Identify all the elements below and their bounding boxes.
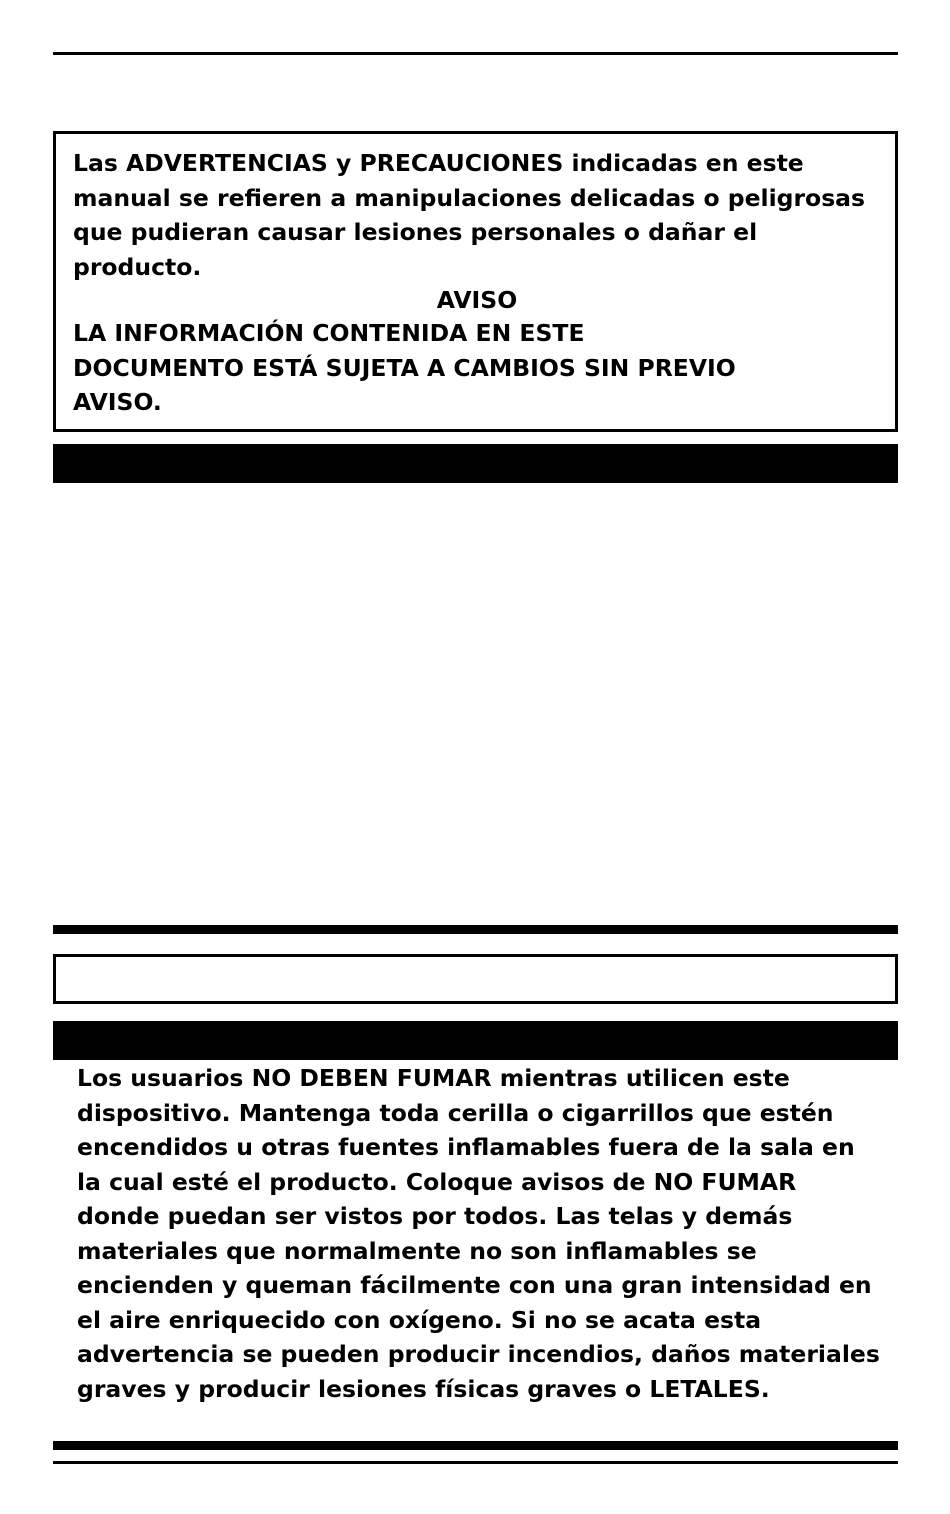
no-fumar-emphasis-1: NO DEBEN FUMAR <box>251 1064 492 1092</box>
warning-part1: Los usuarios <box>77 1064 252 1092</box>
thick-rule-middle <box>53 925 898 934</box>
smoking-warning <box>53 1061 898 1406</box>
warning-part2: mientras utilicen este dispositivo. Mantenga toda cerilla o cigarrillos que estén encendidos u otras fuentes inflamables fuera de la sala en la cual esté el producto. Coloque avisos de <box>77 1064 855 1196</box>
thin-rule-bottom <box>53 1461 898 1464</box>
precautions-intro <box>73 146 881 284</box>
section-header-bar-1 <box>53 444 898 483</box>
letales-emphasis: LETALES. <box>649 1374 770 1403</box>
smoking-warning-text <box>77 1061 880 1406</box>
empty-caption-box <box>53 954 898 1004</box>
warning-part3: donde puedan ser vistos por todos. Las telas y demás materiales que normalmente no son inflamables se encienden y queman fácilmente con una gran intensidad en el aire enriquecido con oxígeno. Si no se acata esta advertencia se pueden producir incendios, daños materiales graves y producir lesiones físicas graves o <box>77 1202 880 1403</box>
intro-suffix: indicadas en este manual se refieren a manipulaciones delicadas o peligrosas que pudieran causar lesiones personales o dañar el producto. <box>73 149 866 281</box>
section-header-bar-2 <box>53 1021 898 1060</box>
precautions-box <box>53 131 898 432</box>
term-precauciones: PRECAUCIONES <box>359 149 564 177</box>
thick-rule-bottom <box>53 1441 898 1450</box>
intro-prefix: Las <box>73 149 127 177</box>
aviso-text: LA INFORMACIÓN CONTENIDA EN ESTE DOCUMENTO ESTÁ SUJETA A CAMBIOS SIN PREVIO AVISO. <box>73 319 736 416</box>
aviso-heading: AVISO <box>436 286 518 314</box>
top-rule <box>53 52 898 55</box>
conjunction: y <box>327 149 360 177</box>
term-advertencias: ADVERTENCIAS <box>126 149 328 177</box>
no-fumar-emphasis-2: NO FUMAR <box>653 1167 797 1196</box>
